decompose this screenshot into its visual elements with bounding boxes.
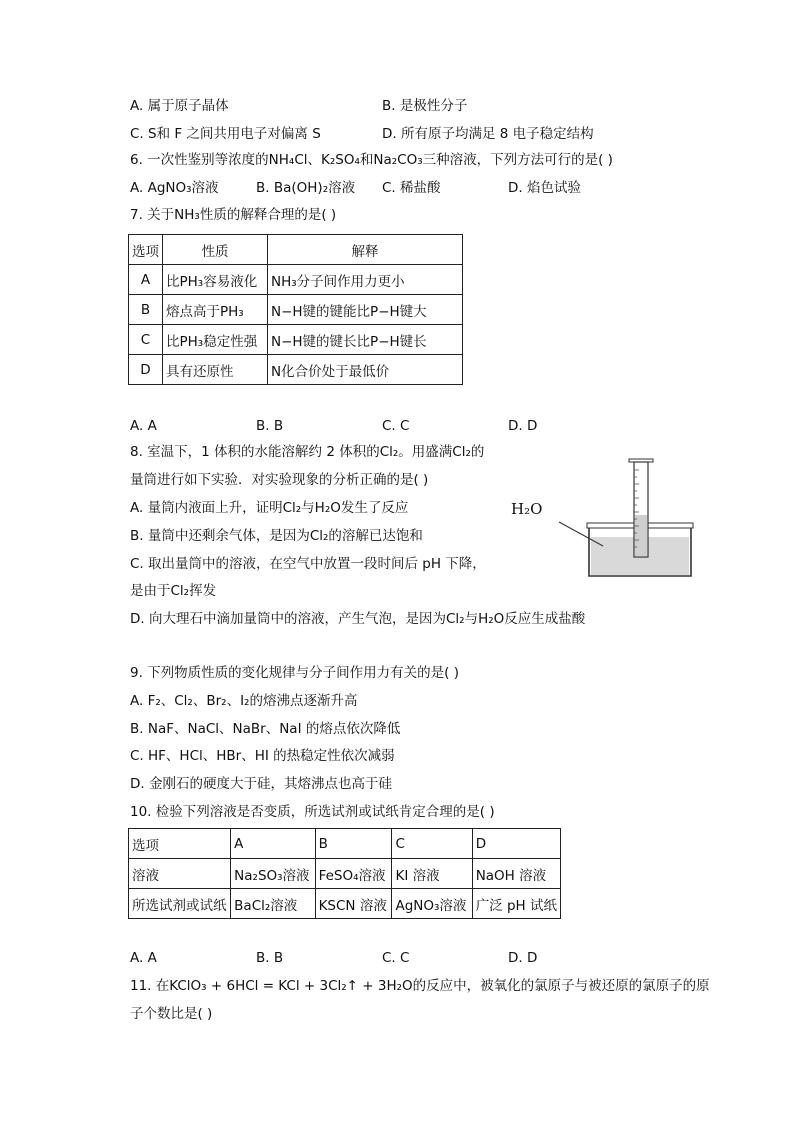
table-cell: 广泛 pH 试纸 [472,889,560,919]
table-cell: B [129,295,163,325]
graduated-cylinder-figure [505,455,695,585]
table-header-cell: 性质 [163,235,268,265]
table-row [129,355,463,385]
q11-stem-line1: 11. 在KClO₃ + 6HCl = KCl + 3Cl₂↑ + 3H₂O的反应中，被氧化的氯原子与被还原的氯原子的原 [130,978,710,994]
q9-option-a: A. F₂、Cl₂、Br₂、I₂的熔沸点逐渐升高 [130,693,358,709]
table-cell: BaCl₂溶液 [231,889,315,919]
table-header-cell: 选项 [129,235,163,265]
table-row [129,889,561,919]
table-cell: 熔点高于PH₃ [163,295,268,325]
table-cell: 具有还原性 [163,355,268,385]
q8-option-a: A. 量筒内液面上升，证明Cl₂与H₂O发生了反应 [130,500,409,516]
table-cell: AgNO₃溶液 [392,889,472,919]
q10-option-c: C. C [382,950,410,966]
cylinder-trough-diagram [505,455,695,585]
table-row [129,295,463,325]
q9-stem: 9. 下列物质性质的变化规律与分子间作用力有关的是( ) [130,665,459,681]
table-row [129,325,463,355]
q9-option-c: C. HF、HCl、HBr、HI 的热稳定性依次减弱 [130,748,395,764]
table-cell: A [231,829,315,859]
cylinder-liquid [635,515,648,556]
table-cell: 溶液 [129,859,231,889]
table-cell: C [392,829,472,859]
q10-option-a: A. A [130,950,157,966]
q6-option-b: B. Ba(OH)₂溶液 [256,180,356,196]
q8-stem-line1: 8. 室温下，1 体积的水能溶解约 2 体积的Cl₂。用盛满Cl₂的 [130,444,485,460]
q8-option-b: B. 量筒中还剩余气体，是因为Cl₂的溶解已达饱和 [130,528,423,544]
q7-option-c: C. C [382,418,410,434]
q5-option-d: D. 所有原子均满足 8 电子稳定结构 [382,126,594,142]
q10-option-b: B. B [256,950,284,966]
q6-option-d: D. 焰色试验 [508,180,581,196]
q5-option-a: A. 属于原子晶体 [130,98,229,114]
table-cell: A [129,265,163,295]
table-row [129,829,561,859]
table-cell: NaOH 溶液 [472,859,560,889]
table-row [129,235,463,265]
table-cell: N化合价处于最低价 [268,355,463,385]
table-cell: NH₃分子间作用力更小 [268,265,463,295]
q8-option-c-line2: 是由于Cl₂挥发 [130,583,217,599]
table-row [129,265,463,295]
q10-option-d: D. D [508,950,538,966]
q8-option-c-line1: C. 取出量筒中的溶液，在空气中放置一段时间后 pH 下降， [130,556,486,572]
table-cell: N−H键的键长比P−H键长 [268,325,463,355]
q8-option-d: D. 向大理石中滴加量筒中的溶液，产生气泡，是因为Cl₂与H₂O反应生成盐酸 [130,611,586,627]
table-cell: 比PH₃稳定性强 [163,325,268,355]
table-cell: 比PH₃容易液化 [163,265,268,295]
q7-option-b: B. B [256,418,284,434]
q7-option-a: A. A [130,418,157,434]
table-cell: KI 溶液 [392,859,472,889]
q6-option-c: C. 稀盐酸 [382,180,441,196]
table-row [129,859,561,889]
q10-table [128,828,561,919]
water-label: H₂O [511,500,543,518]
q8-stem-line2: 量筒进行如下实验．对实验现象的分析正确的是( ) [130,472,429,488]
q7-stem: 7. 关于NH₃性质的解释合理的是( ) [130,207,337,223]
table-cell: FeSO₄溶液 [315,859,392,889]
table-cell: 选项 [129,829,231,859]
table-cell: 所选试剂或试纸 [129,889,231,919]
q7-option-d: D. D [508,418,538,434]
q9-option-d: D. 金刚石的硬度大于硅，其熔沸点也高于硅 [130,776,392,792]
table-header-cell: 解释 [268,235,463,265]
table-cell: C [129,325,163,355]
table-cell: D [472,829,560,859]
table-cell: B [315,829,392,859]
table-cell: Na₂SO₃溶液 [231,859,315,889]
table-cell: KSCN 溶液 [315,889,392,919]
q6-option-a: A. AgNO₃溶液 [130,180,219,196]
q11-stem-line2: 子个数比是( ) [130,1006,213,1022]
table-cell: D [129,355,163,385]
q6-stem: 6. 一次性鉴别等浓度的NH₄Cl、K₂SO₄和Na₂CO₃三种溶液，下列方法可行的是( ) [130,152,613,168]
q10-stem: 10. 检验下列溶液是否变质，所选试剂或试纸肯定合理的是( ) [130,804,495,820]
table-cell: N−H键的键能比P−H键大 [268,295,463,325]
q5-option-b: B. 是极性分子 [382,98,468,114]
q5-option-c: C. S和 F 之间共用电子对偏离 S [130,126,321,142]
q9-option-b: B. NaF、NaCl、NaBr、NaI 的熔点依次降低 [130,721,401,737]
q7-table [128,234,463,385]
